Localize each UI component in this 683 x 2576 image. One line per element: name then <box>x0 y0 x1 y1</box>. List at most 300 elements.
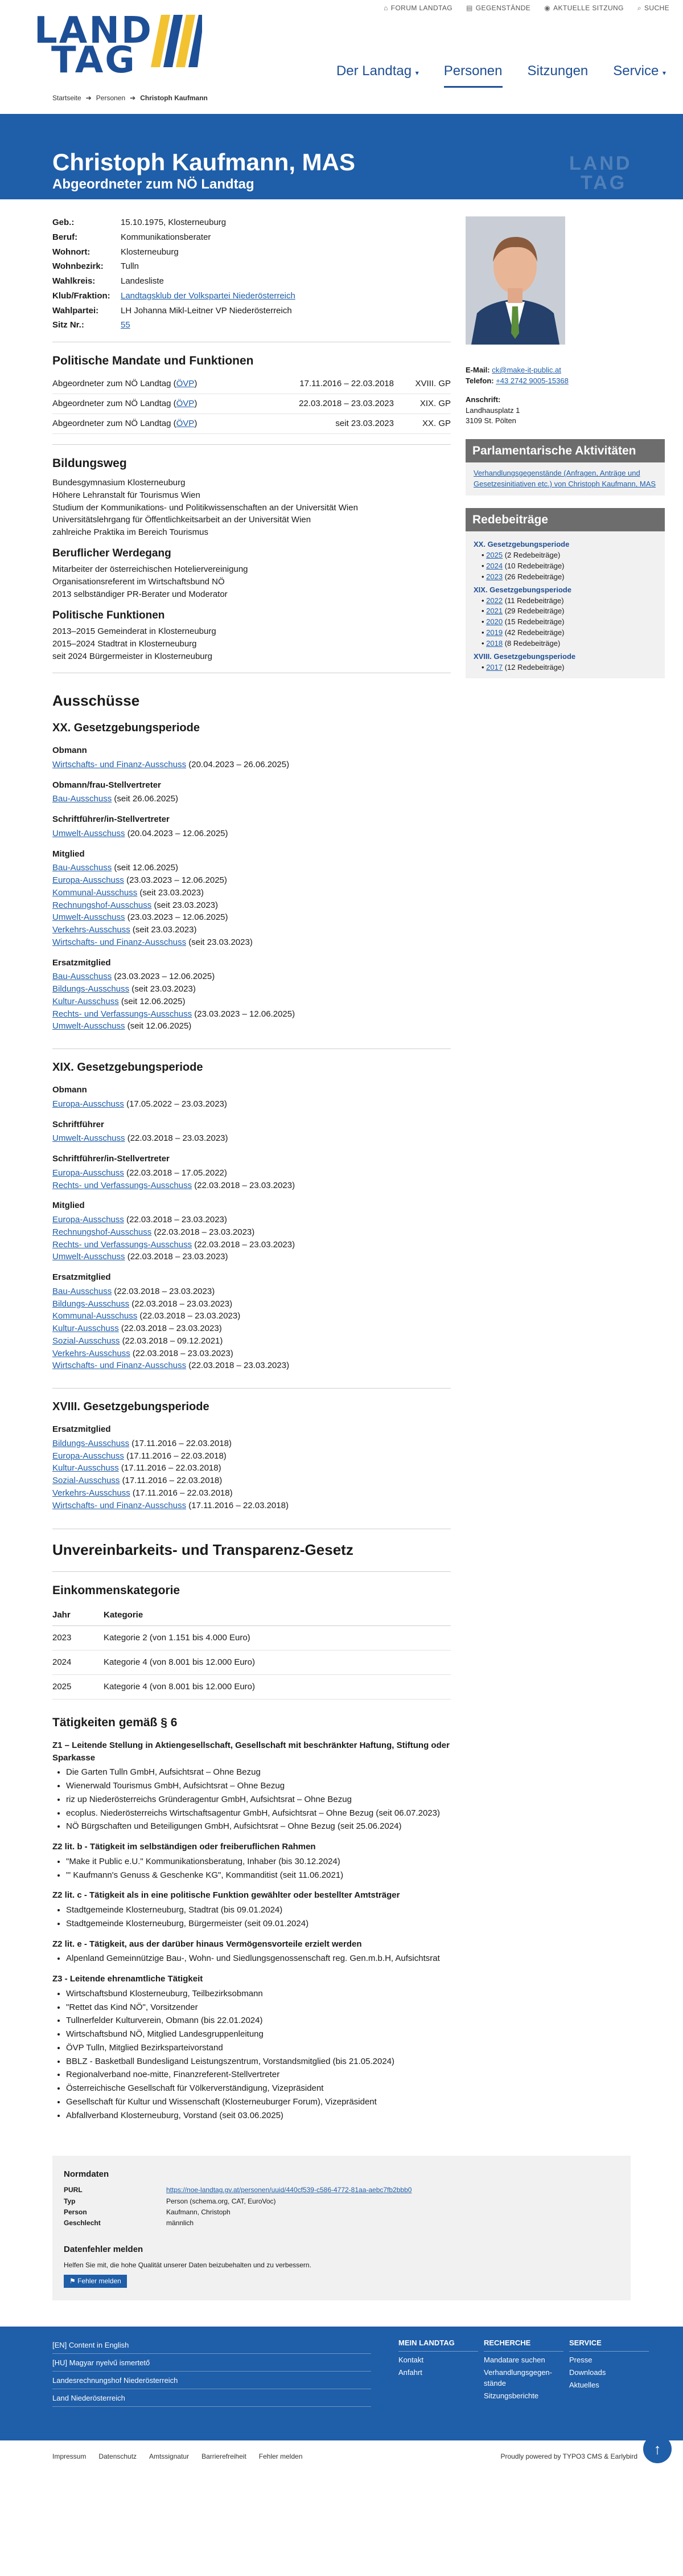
normdaten-row <box>64 2218 619 2228</box>
info-row <box>52 231 337 244</box>
utility-link[interactable] <box>466 3 530 13</box>
mandate-title <box>52 378 291 390</box>
ausschuss-link[interactable]: Wirtschafts- und Finanz-Ausschuss <box>52 937 187 947</box>
role-heading: Mitglied <box>52 849 85 859</box>
ausschuss-link[interactable]: Bau-Ausschuss <box>52 1286 112 1296</box>
list-item: • riz up Niederösterreichs Gründeragentur GmbH, Aufsichtsrat – Ohne Bezug <box>66 1793 451 1806</box>
datenfehler-text: Helfen Sie mit, die hohe Qualität unserer Daten beizubehalten und zu verbessern. <box>64 2260 311 2269</box>
ausschuss-dates: (22.03.2018 – 23.03.2023) <box>114 1286 215 1296</box>
role-heading: Mitglied <box>52 1201 85 1211</box>
bullet-icon: • <box>482 572 487 581</box>
landtag-logo[interactable] <box>34 7 216 81</box>
bullet-icon: • <box>482 662 487 671</box>
footer-link[interactable]: Downloads <box>569 2368 606 2377</box>
cell-jahr: 2025 <box>52 1674 104 1699</box>
ausschuss-dates: (seit 12.06.2025) <box>121 996 186 1006</box>
rede-year-link[interactable]: 2020 <box>486 617 503 626</box>
cell-kategorie: Kategorie 4 (von 8.001 bis 12.000 Euro) <box>104 1651 451 1675</box>
period-heading: XIX. Gesetzgebungsperiode <box>52 1061 203 1074</box>
list-item <box>52 1500 451 1512</box>
info-key: Wahlpartei: <box>52 305 99 316</box>
utility-link-label: AKTUELLE SITZUNG <box>553 4 624 12</box>
ausschuss-dates: (17.11.2016 – 22.03.2018) <box>188 1500 289 1510</box>
party-link[interactable]: ÖVP <box>176 399 195 409</box>
ausschuss-link[interactable]: Kommunal-Ausschuss <box>52 887 138 898</box>
content-wrapper <box>0 199 683 2122</box>
rede-count: (10 Redebeiträge) <box>504 561 565 570</box>
info-key: Wohnort: <box>52 247 90 257</box>
ausschuss-dates: (23.03.2023 – 12.06.2025) <box>126 875 227 886</box>
info-key: Klub/Fraktion: <box>52 290 110 301</box>
list-item: • BBLZ - Basketball Bundesligand Leistungszentrum, Vorstandsmitglied (bis 21.05.2024) <box>66 2055 451 2068</box>
address-line: Landhausplatz 1 <box>466 406 520 415</box>
ausschuss-dates: (17.11.2016 – 22.03.2018) <box>122 1476 223 1486</box>
ausschuss-link[interactable]: Umwelt-Ausschuss <box>52 912 125 923</box>
info-value: LH Johanna Mikl-Leitner VP Niederösterreich <box>121 305 292 316</box>
ausschuss-link[interactable]: Bildungs-Ausschuss <box>52 984 130 994</box>
ausschuss-dates: (22.03.2018 – 23.03.2023) <box>121 1324 222 1334</box>
list-item <box>52 828 451 840</box>
col-jahr: Jahr <box>52 1604 104 1626</box>
role-heading: Ersatzmitglied <box>52 1424 111 1435</box>
footer-link[interactable]: Anfahrt <box>398 2368 422 2377</box>
nav-label: Service <box>613 63 659 79</box>
utility-link[interactable] <box>384 3 452 13</box>
rede-year-link[interactable]: 2023 <box>486 572 503 581</box>
rede-year-link[interactable]: 2024 <box>486 561 503 570</box>
info-key: Geb.: <box>52 218 75 227</box>
footer-column-heading: RECHERCHE <box>484 2338 563 2352</box>
site-header <box>0 10 683 102</box>
funktionen-item: 2015–2024 Stadtrat in Klosterneuburg <box>52 638 197 649</box>
person-name: Christoph Kaufmann, MAS <box>52 149 355 175</box>
info-value: Tulln <box>121 261 139 272</box>
phone-link[interactable]: +43 2742 9005-15368 <box>496 376 569 385</box>
ausschuss-link[interactable]: Verkehrs-Ausschuss <box>52 1488 130 1498</box>
bildung-item: Bundesgymnasium Klosterneuburg <box>52 478 186 488</box>
mandate-row <box>52 394 451 414</box>
list-item <box>52 1226 451 1239</box>
werdegang-item: 2013 selbständiger PR-Berater und Moderator <box>52 589 228 599</box>
mandate-title <box>52 398 291 410</box>
legal-link[interactable]: Fehler melden <box>258 2452 303 2461</box>
rede-period: XVIII. Gesetzgebungsperiode <box>474 652 576 661</box>
ausschuss-dates: (22.03.2018 – 23.03.2023) <box>126 1215 227 1225</box>
nav-service[interactable] <box>613 62 666 88</box>
fehler-melden-button[interactable] <box>64 2275 127 2288</box>
mandate-list <box>52 374 451 433</box>
taetigkeit-list <box>52 1766 451 1833</box>
ausschuss-link[interactable]: Umwelt-Ausschuss <box>52 1133 125 1144</box>
logo-text-land: LAND <box>34 10 153 52</box>
taetigkeit-list <box>52 1952 451 1965</box>
list-item <box>52 1438 451 1450</box>
ausschuss-dates: (22.03.2018 – 23.03.2023) <box>194 1239 295 1250</box>
footer-column <box>398 2338 478 2380</box>
mandate-period: seit 23.03.2023 <box>335 418 394 428</box>
bullet-icon: • <box>482 561 487 570</box>
rede-count: (15 Redebeiträge) <box>504 617 565 626</box>
list-item: • Stadtgemeinde Klosterneuburg, Stadtrat (bis 09.01.2024) <box>66 1904 451 1916</box>
ausschuss-link[interactable]: Wirtschafts- und Finanz-Ausschuss <box>52 1361 187 1371</box>
taetigkeit-list <box>52 1988 451 2122</box>
list-item <box>52 1251 451 1263</box>
normdaten-key: Person <box>64 2208 87 2216</box>
rede-year-link[interactable]: 2021 <box>486 607 503 616</box>
ausschuss-link[interactable]: Sozial-Ausschuss <box>52 1476 120 1486</box>
breadcrumb-arrow-icon: ➔ <box>85 94 92 102</box>
watermark-line: LAND <box>569 153 632 174</box>
ausschuss-link[interactable]: Europa-Ausschuss <box>52 1451 124 1461</box>
ausschuss-dates: (17.11.2016 – 22.03.2018) <box>131 1438 232 1448</box>
ausschuss-link[interactable]: Wirtschafts- und Finanz-Ausschuss <box>52 1500 187 1510</box>
list-item: • Wirtschaftsbund NÖ, Mitglied Landesgruppenleitung <box>66 2028 451 2041</box>
side-column <box>466 216 665 678</box>
ausschuss-link[interactable]: Europa-Ausschuss <box>52 1168 124 1178</box>
list-item: • ÖVP Tulln, Mitglied Bezirksparteivorstand <box>66 2042 451 2054</box>
rede-year-link[interactable]: 2017 <box>486 662 503 671</box>
footer-link[interactable]: Mandatare suchen <box>484 2356 545 2365</box>
info-value[interactable]: Landtagsklub der Volkspartei Niederösterreich <box>121 290 295 301</box>
ausschuss-link[interactable]: Europa-Ausschuss <box>52 1215 124 1225</box>
utility-link-label: GEGENSTÄNDE <box>475 4 531 12</box>
ausschuss-link[interactable]: Kultur-Ausschuss <box>52 1324 119 1334</box>
table-row <box>52 1674 451 1699</box>
nav-sitzungen[interactable]: Sitzungen <box>527 63 589 79</box>
ausschuss-dates: (17.11.2016 – 22.03.2018) <box>132 1488 233 1498</box>
footer-link[interactable]: Kontakt <box>398 2356 424 2365</box>
footer-column <box>484 2338 563 2403</box>
list-item: • Wirtschaftsbund Klosterneuburg, Teilbezirksobmann <box>66 1988 451 2000</box>
info-key: Wahlkreis: <box>52 276 96 286</box>
list-item: • Tullnerfelder Kulturverein, Obmann (bis 22.01.2024) <box>66 2014 451 2027</box>
info-row <box>52 319 337 331</box>
ausschuss-link[interactable]: Wirtschafts- und Finanz-Ausschuss <box>52 759 187 769</box>
ausschuss-link[interactable]: Bildungs-Ausschuss <box>52 1438 130 1448</box>
legal-link[interactable]: Amtssignatur <box>149 2452 190 2461</box>
list-item <box>52 1180 451 1192</box>
taetigkeit-heading: Z1 – Leitende Stellung in Aktiengesellschaft, Gesellschaft mit beschränkter Haftung, Stiftung oder Sparkasse <box>52 1740 450 1763</box>
mandate-gp: XIX. GP <box>419 399 451 409</box>
mandate-period: 17.11.2016 – 22.03.2018 <box>299 379 394 389</box>
bullet-icon: • <box>482 638 487 648</box>
ausschuss-link[interactable]: Kultur-Ausschuss <box>52 996 119 1006</box>
footer-link[interactable]: [HU] Magyar nyelvű ismertető <box>52 2356 371 2372</box>
rede-item <box>474 638 657 649</box>
ausschuss-dates: (22.03.2018 – 23.03.2023) <box>131 1299 233 1309</box>
person-photo <box>466 216 565 345</box>
ausschuss-link[interactable]: Europa-Ausschuss <box>52 1099 124 1109</box>
arrow-up-icon: ↑ <box>653 2440 661 2458</box>
ausschuesse-heading: Ausschüsse <box>52 692 140 710</box>
bildung-item: Universitätslehrgang für Öffentlichkeitsarbeit an der Universität Wien <box>52 515 311 525</box>
ausschuss-link[interactable]: Rechnungshof-Ausschuss <box>52 900 152 910</box>
powered-by: Proudly powered by TYPO3 CMS & Earlybird <box>500 2452 637 2461</box>
ausschuss-link[interactable]: Rechts- und Verfassungs-Ausschuss <box>52 1239 192 1250</box>
role-heading: Obmann <box>52 746 87 756</box>
verhandlungsgegenstaende-link[interactable]: Verhandlungsgegenstände (Anfragen, Anträge und Gesetzesinitiativen etc.) von Christoph Kaufmann, MAS <box>474 469 656 489</box>
role-heading: Ersatzmitglied <box>52 1272 111 1283</box>
ausschuss-dates: (22.03.2018 – 09.12.2021) <box>122 1336 223 1346</box>
utility-link-label: SUCHE <box>644 4 669 12</box>
col-kategorie: Kategorie <box>104 1604 451 1626</box>
footer-column-heading: MEIN LANDTAG <box>398 2338 478 2352</box>
rede-count: (2 Redebeiträge) <box>504 551 561 560</box>
info-value[interactable]: 55 <box>121 320 130 330</box>
datenfehler-heading: Datenfehler melden <box>64 2244 143 2254</box>
taetigkeit-heading: Z3 - Leitende ehrenamtliche Tätigkeit <box>52 1974 203 1984</box>
table-row <box>52 1651 451 1675</box>
ausschuss-link[interactable]: Verkehrs-Ausschuss <box>52 1348 130 1358</box>
info-row <box>52 290 337 302</box>
ausschuss-link[interactable]: Umwelt-Ausschuss <box>52 828 125 838</box>
ausschuss-dates: (20.04.2023 – 12.06.2025) <box>127 828 228 838</box>
party-link[interactable]: ÖVP <box>176 379 195 389</box>
footer-link[interactable]: Verhandlungsgegen-stände <box>484 2368 552 2387</box>
legal-link[interactable]: Datenschutz <box>98 2452 137 2461</box>
footer-link[interactable]: [EN] Content in English <box>52 2338 371 2354</box>
rede-item <box>474 561 657 572</box>
legal-links <box>52 2452 303 2462</box>
footer-column <box>569 2338 649 2392</box>
ausschuss-dates: (22.03.2018 – 23.03.2023) <box>188 1361 290 1371</box>
period-heading: XX. Gesetzgebungsperiode <box>52 722 200 735</box>
party-link[interactable]: ÖVP <box>176 418 195 428</box>
ausschuss-link[interactable]: Kultur-Ausschuss <box>52 1463 119 1473</box>
list-item <box>52 1020 451 1033</box>
footer-link[interactable]: Land Niederösterreich <box>52 2391 371 2407</box>
ausschuss-dates: (seit 26.06.2025) <box>114 794 178 804</box>
nav-der-landtag[interactable] <box>336 62 419 88</box>
info-row <box>52 246 337 259</box>
rede-item <box>474 628 657 638</box>
contact-block <box>466 365 665 427</box>
werdegang-heading: Beruflicher Werdegang <box>52 547 171 559</box>
einkommen-table <box>52 1604 451 1699</box>
rede-item <box>474 550 657 561</box>
list-item: • "Rettet das Kind NÖ", Vorsitzender <box>66 2001 451 2014</box>
ausschuss-dates: (22.03.2018 – 23.03.2023) <box>127 1252 228 1262</box>
utility-link[interactable] <box>637 3 669 13</box>
ausschuss-dates: (seit 23.03.2023) <box>139 887 204 898</box>
normdaten-heading: Normdaten <box>64 2169 109 2180</box>
mandate-row <box>52 414 451 434</box>
role-heading: Schriftführer/in-Stellvertreter <box>52 814 170 825</box>
list-item <box>52 1487 451 1500</box>
ausschuss-dates: (17.11.2016 – 22.03.2018) <box>126 1451 227 1461</box>
normdaten-row <box>64 2197 619 2206</box>
ausschuss-link[interactable]: Verkehrs-Ausschuss <box>52 925 130 935</box>
normdaten-value: männlich <box>166 2219 194 2227</box>
breadcrumb-start[interactable]: Startseite <box>52 94 81 102</box>
ausschuss-link[interactable]: Kommunal-Ausschuss <box>52 1311 138 1321</box>
taetigkeit-list <box>52 1904 451 1930</box>
mandate-gp: XX. GP <box>422 418 451 428</box>
list-item <box>52 1359 451 1372</box>
logo-stripes-icon <box>151 15 202 67</box>
list-item: • "Make it Public e.U." Kommunikationsberatung, Inhaber (bis 30.12.2024) <box>66 1856 451 1868</box>
watermark-line: TAG <box>581 172 627 194</box>
normdaten-rows <box>64 2185 619 2229</box>
rede-period: XIX. Gesetzgebungsperiode <box>474 585 571 594</box>
cell-kategorie: Kategorie 2 (von 1.151 bis 4.000 Euro) <box>104 1626 451 1651</box>
divider <box>52 1571 451 1572</box>
bildung-item: zahlreiche Praktika im Bereich Tourismus <box>52 527 208 538</box>
mandate-period: 22.03.2018 – 23.03.2023 <box>299 399 394 409</box>
ausschuss-link[interactable]: Europa-Ausschuss <box>52 875 124 886</box>
funktionen-item: 2013–2015 Gemeinderat in Klosterneuburg <box>52 626 216 637</box>
rede-count: (8 Redebeiträge) <box>504 638 561 648</box>
role-heading: Obmann/frau-Stellvertreter <box>52 780 161 790</box>
rede-count: (12 Redebeiträge) <box>504 662 565 671</box>
divider <box>52 1388 451 1389</box>
redebeitraege-title: Redebeiträge <box>466 508 665 531</box>
role-heading: Ersatzmitglied <box>52 957 111 968</box>
info-key: Sitz Nr.: <box>52 320 84 330</box>
utility-links <box>384 3 669 13</box>
bildung-list <box>52 477 451 539</box>
list-item: • "' Kaufmann's Genuss & Geschenke KG", Kommanditist (seit 11.06.2021) <box>66 1869 451 1882</box>
bullet-icon: • <box>482 551 487 560</box>
rede-year-link[interactable]: 2025 <box>486 551 503 560</box>
back-to-top-button[interactable] <box>643 2435 672 2463</box>
address-line: 3109 St. Pölten <box>466 416 516 425</box>
info-value: 15.10.1975, Klosterneuburg <box>121 218 227 227</box>
list-item <box>52 1475 451 1487</box>
rede-year-link[interactable]: 2018 <box>486 638 503 648</box>
divider <box>52 444 451 445</box>
footer-link[interactable]: Landesrechnungshof Niederösterreich <box>52 2373 371 2389</box>
parl-activities-title: Parlamentarische Aktivitäten <box>466 439 665 462</box>
list-item <box>52 874 451 887</box>
mandate-heading: Politische Mandate und Funktionen <box>52 354 254 367</box>
legal-link[interactable]: Barrierefreiheit <box>201 2452 246 2461</box>
button-label: Fehler melden <box>77 2276 121 2285</box>
ausschuss-link[interactable]: Bildungs-Ausschuss <box>52 1299 130 1309</box>
info-value: Landesliste <box>121 276 164 286</box>
list-item: • Alpenland Gemeinnützige Bau-, Wohn- und Siedlungsgenossenschaft reg. Gen.m.b.H, Aufsichtsrat <box>66 1952 451 1965</box>
mandate-text: Abgeordneter zum NÖ Landtag ( <box>52 399 176 409</box>
list-item <box>52 1008 451 1021</box>
normdaten-value: Kaufmann, Christoph <box>166 2208 231 2216</box>
mandate-row <box>52 374 451 394</box>
breadcrumb-personen[interactable]: Personen <box>96 94 126 102</box>
rede-year-link[interactable]: 2019 <box>486 628 503 637</box>
mandate-title <box>52 417 291 430</box>
info-row <box>52 305 337 317</box>
normdaten-value: Person (schema.org, CAT, EuroVoc) <box>166 2197 276 2205</box>
list-item: • Österreichische Gesellschaft für Völkerverständigung, Vizepräsident <box>66 2082 451 2095</box>
redebeitraege-body <box>466 531 665 678</box>
email-label: E-Mail: <box>466 366 490 374</box>
logo-text-tag: TAG <box>51 39 137 81</box>
main-column <box>52 199 451 2122</box>
list-item <box>52 793 451 805</box>
taetigkeit-heading: Z2 lit. c - Tätigkeit als in eine politische Funktion gewählter oder bestellter Amtsträger <box>52 1890 400 1901</box>
paren: ) <box>194 418 198 428</box>
list-item <box>52 1335 451 1348</box>
ausschuss-link[interactable]: Rechts- und Verfassungs-Ausschuss <box>52 1009 192 1019</box>
email-link[interactable]: ck@make-it-public.at <box>492 366 561 374</box>
bildung-item: Studium der Kommunikations- und Politikwissenschaften an der Universität Wien <box>52 502 358 513</box>
info-value: Klosterneuburg <box>121 247 179 257</box>
bullet-icon: • <box>482 596 487 605</box>
list-item <box>52 1214 451 1226</box>
rede-year-link[interactable]: 2022 <box>486 596 503 605</box>
list-item <box>52 1310 451 1322</box>
ausschuss-dates: (22.03.2018 – 23.03.2023) <box>139 1311 241 1321</box>
ausschuesse-list <box>52 720 451 1512</box>
role-heading: Schriftführer <box>52 1119 104 1129</box>
ausschuss-link[interactable]: Rechts- und Verfassungs-Ausschuss <box>52 1180 192 1190</box>
cell-jahr: 2023 <box>52 1626 104 1651</box>
paren: ) <box>194 399 198 409</box>
utility-link[interactable] <box>544 3 624 13</box>
search-icon: ⌕ <box>637 4 641 12</box>
normdaten-value[interactable]: https://noe-landtag.gv.at/personen/uuid/440cf539-c586-4772-81aa-aebc7fb2bbb0 <box>166 2186 412 2194</box>
list-item: • Die Garten Tulln GmbH, Aufsichtsrat – Ohne Bezug <box>66 1766 451 1779</box>
ausschuss-dates: (23.03.2023 – 12.06.2025) <box>114 972 215 982</box>
ausschuss-link[interactable]: Umwelt-Ausschuss <box>52 1252 125 1262</box>
paren: ) <box>194 379 198 389</box>
breadcrumb <box>52 93 208 103</box>
portrait-icon <box>466 216 565 345</box>
taetigkeit-list <box>52 1856 451 1882</box>
normdaten-key: Geschlecht <box>64 2219 101 2227</box>
main-navigation <box>336 62 666 88</box>
rede-item <box>474 662 657 673</box>
taetigkeit-heading: Z2 lit. e - Tätigkeit, aus der darüber hinaus Vermögensvorteile erzielt werden <box>52 1939 362 1949</box>
footer-link[interactable]: Presse <box>569 2356 593 2365</box>
list-item: • NÖ Bürgschaften und Beteiligungen GmbH, Aufsichtsrat – Ohne Bezug (seit 25.06.2024) <box>66 1820 451 1833</box>
mandate-text: Abgeordneter zum NÖ Landtag ( <box>52 379 176 389</box>
nav-personen[interactable]: Personen <box>444 62 503 88</box>
info-row <box>52 216 337 229</box>
rede-item <box>474 606 657 617</box>
normdaten-key: Typ <box>64 2197 76 2205</box>
footer-link[interactable]: Aktuelles <box>569 2380 599 2389</box>
bullet-icon: • <box>482 628 487 637</box>
list-item <box>52 1322 451 1335</box>
legal-link[interactable]: Impressum <box>52 2452 87 2461</box>
list-item <box>52 996 451 1008</box>
ausschuss-dates: (seit 23.03.2023) <box>132 925 197 935</box>
list-item <box>52 1132 451 1145</box>
ausschuss-link[interactable]: Bau-Ausschuss <box>52 863 112 873</box>
ausschuss-dates: (23.03.2023 – 12.06.2025) <box>194 1009 295 1019</box>
footer-link[interactable]: Sitzungsberichte <box>484 2391 539 2400</box>
list-item <box>52 1167 451 1180</box>
footer-language-links <box>52 2338 371 2408</box>
ausschuss-link[interactable]: Bau-Ausschuss <box>52 794 112 804</box>
site-footer <box>0 2327 683 2440</box>
ausschuss-link[interactable]: Umwelt-Ausschuss <box>52 1021 125 1031</box>
list-item <box>52 887 451 899</box>
ausschuss-link[interactable]: Sozial-Ausschuss <box>52 1336 120 1346</box>
rede-count: (26 Redebeiträge) <box>504 572 565 581</box>
info-row <box>52 275 337 288</box>
ausschuss-link[interactable]: Bau-Ausschuss <box>52 972 112 982</box>
rede-item <box>474 596 657 607</box>
ausschuss-dates: (22.03.2018 – 23.03.2023) <box>154 1227 255 1237</box>
ausschuss-link[interactable]: Rechnungshof-Ausschuss <box>52 1227 152 1237</box>
caret-down-icon: ▾ <box>415 69 419 77</box>
caret-down-icon: ▾ <box>662 69 666 77</box>
list-item <box>52 970 451 983</box>
list-item <box>52 862 451 874</box>
list-item <box>52 924 451 936</box>
table-row <box>52 1626 451 1651</box>
